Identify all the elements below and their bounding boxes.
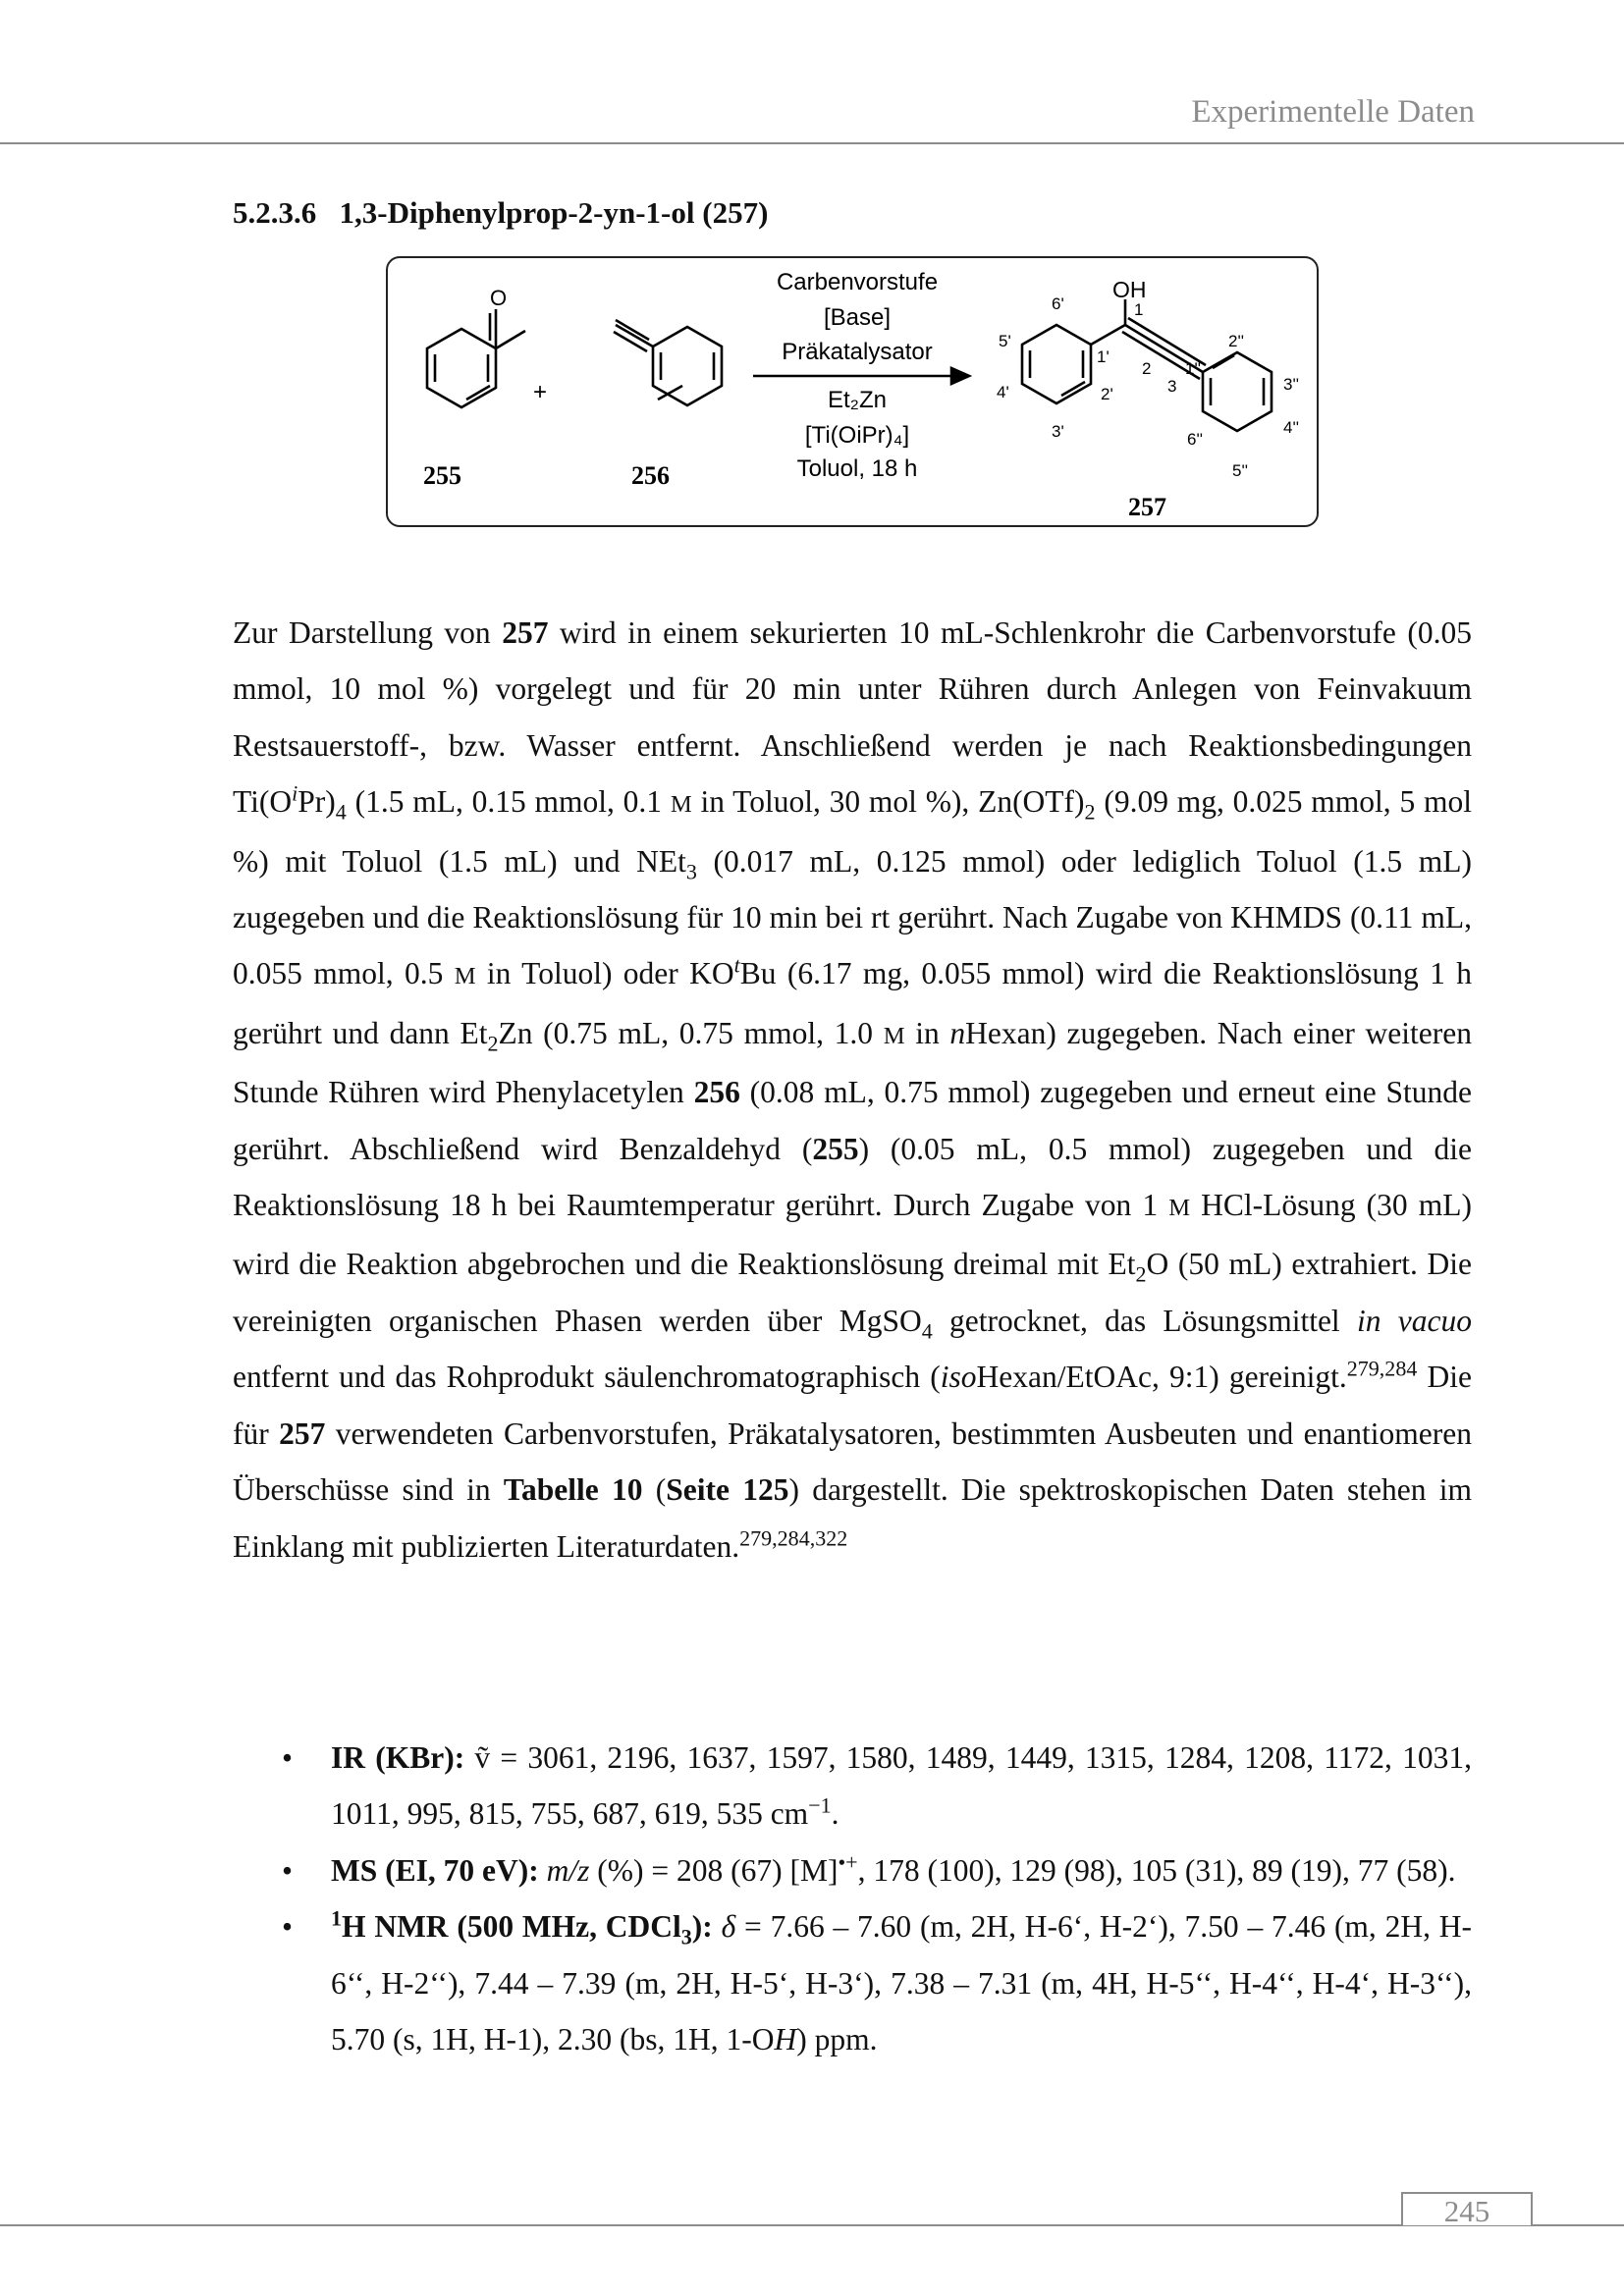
condition-1: Carbenvorstufe — [776, 269, 939, 295]
citation-superscript: 279,284 — [1346, 1356, 1418, 1381]
header-rule — [0, 142, 1624, 144]
condition-5: [Ti(OiPr)₄] — [804, 422, 910, 449]
atom-label-4pp: 4'' — [1283, 418, 1299, 437]
atom-label-3: 3 — [1167, 377, 1177, 396]
text-run: wird in einem sekurierten 10 mL-Schlenkrohr die Carbenvorstufe (0.05 mmol, 10 mol %) vorgelegt und für 20 min unter Rühren durch Anlegen von Feinvakuum Restsauerstoff-, bzw. Wasser entfernt. Anschließend werden je nach Reaktionsbedingungen Ti(O — [233, 615, 1472, 820]
atom-label-2pp: 2'' — [1228, 332, 1244, 350]
molar-unit: M — [1168, 1195, 1191, 1222]
ms-label: MS (EI, 70 eV): — [331, 1852, 539, 1888]
text-run: Hexan) zugegeben. Nach einer weiteren Stunde Rühren wird Phenylacetylen — [233, 1015, 1472, 1110]
compound-label-256: 256 — [631, 461, 670, 490]
ir-values: ṽ = 3061, 2196, 1637, 1597, 1580, 1489, 1449, 1315, 1284, 1208, 1172, 1031, 1011, 995, 815, 755, 687, 619, 535 cm — [331, 1740, 1472, 1832]
italic-text: δ — [721, 1909, 736, 1945]
text-run: in Toluol, 30 mol %), Zn(OTf) — [691, 784, 1085, 820]
section-heading: 1,3-Diphenylprop-2-yn-1-ol (257) — [339, 195, 769, 230]
page-ref: Seite 125 — [666, 1472, 789, 1508]
text-run: in Toluol) oder KO — [475, 956, 734, 991]
hydroxyl-label: OH — [1112, 277, 1147, 302]
text-run: Pr) — [298, 784, 336, 820]
bullet-icon: • — [282, 1852, 294, 1888]
page-number: 245 — [1443, 2194, 1490, 2228]
atom-label-3pp: 3'' — [1283, 375, 1299, 394]
italic-text: H — [774, 2022, 797, 2057]
reaction-scheme — [386, 256, 1319, 527]
subscript: 2 — [1084, 799, 1096, 825]
ir-label: IR (KBr): — [331, 1740, 465, 1775]
superscript: •+ — [838, 1849, 858, 1875]
atom-label-6p: 6' — [1052, 294, 1064, 313]
atom-labels — [997, 277, 1299, 480]
text-run: ( — [642, 1472, 667, 1508]
atom-label-1: 1 — [1134, 300, 1144, 319]
text-run: (0.017 mL, 0.125 mmol) oder lediglich Toluol (1.5 mL) zugegeben und die Reaktionslösung für 10 min bei rt gerührt. Nach Zugabe von KHMDS (0.11 mL, 0.055 mmol, 0.5 — [233, 843, 1472, 991]
italic-text: m/z — [546, 1852, 590, 1888]
plus-sign: + — [533, 379, 548, 405]
atom-label-3p: 3' — [1052, 422, 1064, 441]
text-run: in — [904, 1015, 950, 1050]
procedure-paragraph — [233, 605, 1472, 1575]
nmr-values: = 7.66 – 7.60 (m, 2H, H-6‘, H-2‘), 7.50 – 7.46 (m, 2H, H-6‘‘, H-2‘‘), 7.44 – 7.39 (m, 2H, H-5‘, H-3‘), 7.38 – 7.31 (m, 4H, H-5‘‘, H-4‘‘, H-4‘, H-3‘‘), 5.70 (s, 1H, H-1), 2.30 (bs, 1H, 1-O — [331, 1909, 1472, 2057]
italic-text: n — [949, 1015, 966, 1050]
section-number: 5.2.3.6 — [233, 195, 317, 230]
condition-3: Präkatalysator — [782, 339, 933, 365]
spectroscopic-data-list — [233, 1730, 1472, 2067]
subscript: 4 — [335, 799, 347, 825]
text-run: (0.08 mL, 0.75 mmol) zugegeben und erneut eine Stunde gerührt. Abschließend wird Benzaldehyd ( — [233, 1075, 1473, 1166]
text-run: Zur Darstellung von — [233, 615, 503, 650]
text-run: ): — [691, 1909, 713, 1945]
ms-data-item — [233, 1842, 1472, 1898]
compound-ref: 256 — [693, 1075, 740, 1110]
text-run: (9.09 mg, 0.025 mmol, 5 mol %) mit Toluol (1.5 mL) und NEt — [233, 784, 1472, 879]
subscript: 2 — [487, 1031, 499, 1056]
table-ref: Tabelle 10 — [503, 1472, 643, 1508]
bullet-icon: • — [282, 1909, 294, 1945]
footer-rule — [0, 2224, 1624, 2226]
atom-label-5p: 5' — [999, 332, 1011, 350]
italic-text: in vacuo — [1356, 1303, 1472, 1338]
citation-superscript: 279,284,322 — [739, 1525, 848, 1550]
nmr-data-item — [233, 1898, 1472, 2067]
superscript: 1 — [331, 1905, 343, 1931]
text-run: ) ppm. — [796, 2022, 878, 2057]
aldehyde-oxygen-label: O — [490, 286, 508, 310]
ms-values: , 178 (100), 129 (98), 105 (31), 89 (19), 77 (58). — [857, 1852, 1456, 1888]
text-run: H NMR (500 MHz, CDCl — [342, 1909, 681, 1945]
atom-label-5pp: 5'' — [1232, 461, 1248, 480]
atom-label-1pp: 1'' — [1185, 359, 1201, 378]
text-run: Zn (0.75 mL, 0.75 mmol, 1.0 — [498, 1015, 884, 1050]
molar-unit: M — [454, 963, 476, 990]
molar-unit: M — [670, 791, 692, 819]
text-run: Bu (6.17 mg, 0.055 mmol) wird die Reaktionslösung 1 h gerührt und dann Et — [233, 956, 1473, 1050]
text-run: HCl-Lösung (30 mL) wird die Reaktion abgebrochen und die Reaktionslösung dreimal mit Et — [233, 1188, 1472, 1282]
text-run: ) (0.05 mL, 0.5 mmol) zugegeben und die Reaktionslösung 18 h bei Raumtemperatur gerührt. Durch Zugabe von 1 — [233, 1131, 1472, 1223]
compound-ref: 255 — [812, 1131, 859, 1166]
condition-4: Et₂Zn — [828, 387, 887, 413]
text-run: Hexan/EtOAc, 9:1) gereinigt. — [976, 1360, 1347, 1395]
phenylacetylene-structure — [614, 320, 722, 405]
text-run: (1.5 mL, 0.15 mmol, 0.1 — [346, 784, 671, 820]
ir-data-item — [233, 1730, 1472, 1842]
text-run: ) dargestellt. Die spektroskopischen Daten stehen im Einklang mit publizierten Literaturdaten. — [233, 1472, 1472, 1564]
nmr-label — [331, 1905, 713, 1949]
text-run: getrocknet, das Lösungsmittel — [932, 1303, 1357, 1338]
subscript: 2 — [1135, 1261, 1147, 1287]
italic-text: iso — [940, 1360, 977, 1395]
text-run: O (50 mL) extrahiert. Die vereinigten organischen Phasen werden über MgSO — [233, 1247, 1472, 1338]
section-title — [233, 195, 768, 231]
text-run: verwendeten Carbenvorstufen, Präkatalysatoren, bestimmten Ausbeuten und enantiomeren Überschüsse sind in — [233, 1415, 1472, 1508]
benzaldehyde-structure — [427, 286, 525, 407]
bullet-icon: • — [282, 1740, 294, 1775]
subscript: 3 — [680, 1924, 692, 1949]
condition-2: [Base] — [823, 304, 892, 331]
compound-label-255: 255 — [423, 461, 461, 490]
ms-values: (%) = 208 (67) [M] — [589, 1852, 839, 1888]
reaction-arrow — [753, 368, 969, 384]
compound-label-257: 257 — [1128, 493, 1166, 521]
superscript: i — [292, 780, 298, 806]
compound-ref: 257 — [279, 1415, 326, 1451]
atom-label-6pp: 6'' — [1187, 430, 1203, 449]
atom-label-2: 2 — [1142, 359, 1152, 378]
running-header: Experimentelle Daten — [1191, 94, 1475, 130]
superscript: −1 — [808, 1792, 832, 1818]
superscript: t — [733, 952, 740, 978]
text-run: entfernt und das Rohprodukt säulenchromatographisch ( — [233, 1360, 941, 1395]
atom-label-2p: 2' — [1101, 385, 1113, 403]
atom-label-4p: 4' — [997, 383, 1009, 401]
subscript: 3 — [685, 858, 697, 883]
condition-6: Toluol, 18 h — [796, 455, 918, 482]
molar-unit: M — [883, 1022, 905, 1049]
compound-ref: 257 — [502, 615, 549, 650]
subscript: 4 — [921, 1318, 933, 1344]
atom-label-1p: 1' — [1097, 347, 1110, 366]
text-run: Die für — [233, 1360, 1472, 1451]
text-run: . — [831, 1796, 839, 1832]
